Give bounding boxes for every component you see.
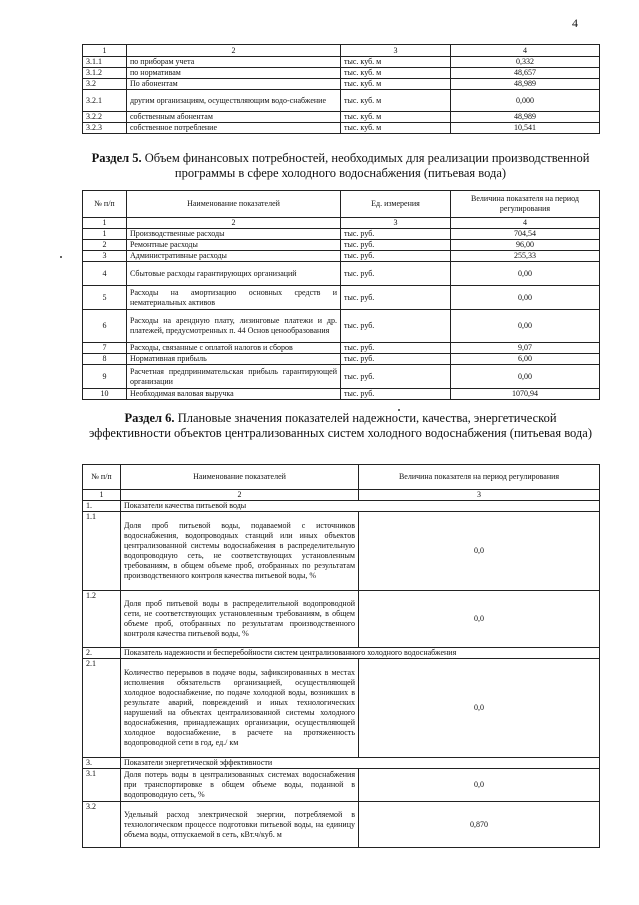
row-number: 10: [83, 389, 127, 400]
header-name: Наименование показателей: [127, 191, 341, 218]
table-row: [83, 365, 600, 389]
table-row: [83, 79, 600, 90]
group-row: [83, 758, 600, 769]
row-value: 704,54: [451, 229, 600, 240]
group-number: 2.: [83, 648, 121, 659]
column-numbers-row: [83, 218, 600, 229]
row-number: 3.1: [83, 769, 121, 802]
table-row: [83, 659, 600, 758]
col-number-cell: 3: [341, 45, 451, 57]
header-unit: Ед. измерения: [341, 191, 451, 218]
table-row: [83, 354, 600, 365]
section-6-heading: [82, 411, 599, 441]
col-number-cell: 3: [359, 490, 600, 501]
row-value: 96,00: [451, 240, 600, 251]
group-row: [83, 648, 600, 659]
col-number-cell: 2: [127, 218, 341, 229]
row-name: Расходы на арендную плату, лизинговые платежи и др. платежей, предусмотренных п. 44 Основ ценообразования: [127, 310, 341, 343]
row-name: Нормативная прибыль: [127, 354, 341, 365]
row-number: 8: [83, 354, 127, 365]
table-row: [83, 512, 600, 591]
table-row: [83, 343, 600, 354]
row-number: 3.2: [83, 79, 127, 90]
row-number: 7: [83, 343, 127, 354]
row-name: другим организациям, осуществляющим водо-снабжение: [127, 90, 341, 112]
table-row: [83, 57, 600, 68]
row-number: 3.1.1: [83, 57, 127, 68]
row-name: Доля потерь воды в централизованных системах водоснабжения при транспортировке в общем объеме воды, поданной в водопроводную сеть, %: [121, 769, 359, 802]
table-row: [83, 262, 600, 286]
row-name: Удельный расход электрической энергии, потребляемой в технологическом процессе подготовки питьевой воды, на единицу объема воды, отпускаемой в сеть, кВт.ч/куб. м: [121, 802, 359, 848]
scan-speck: [398, 409, 400, 411]
row-number: 9: [83, 365, 127, 389]
row-name: Производственные расходы: [127, 229, 341, 240]
row-number: 4: [83, 262, 127, 286]
row-unit: тыс. руб.: [341, 343, 451, 354]
row-unit: тыс. руб.: [341, 240, 451, 251]
row-name: Доля проб питьевой воды в распределительной водопроводной сети, не соответствующих установленным требованиям, в общем объеме проб, отобранных по результатам производственного контроля качества питьевой воды, %: [121, 591, 359, 648]
row-value: 48,989: [451, 112, 600, 123]
row-value: 48,657: [451, 68, 600, 79]
row-number: 3.2.2: [83, 112, 127, 123]
header-number: № п/п: [83, 465, 121, 490]
row-number: 3.2: [83, 802, 121, 848]
group-row: [83, 501, 600, 512]
row-unit: тыс. руб.: [341, 389, 451, 400]
row-value: 0,00: [451, 262, 600, 286]
row-unit: тыс. куб. м: [341, 79, 451, 90]
section-5-heading: [82, 151, 599, 181]
row-unit: тыс. куб. м: [341, 112, 451, 123]
row-value: 0,0: [359, 591, 600, 648]
table-row: [83, 229, 600, 240]
row-value: 0,0: [359, 659, 600, 758]
col-number-cell: 2: [121, 490, 359, 501]
row-value: 0,0: [359, 769, 600, 802]
page-number: 4: [572, 16, 578, 30]
table-row: [83, 769, 600, 802]
row-number: 1.2: [83, 591, 121, 648]
group-name: Показатель надежности и бесперебойности систем централизованного холодного водоснабжения: [121, 648, 600, 659]
row-name: Расходы на амортизацию основных средств и нематериальных активов: [127, 286, 341, 310]
table-row: [83, 90, 600, 112]
row-name: по нормативам: [127, 68, 341, 79]
row-unit: тыс. руб.: [341, 365, 451, 389]
row-value: 0,000: [451, 90, 600, 112]
table-header-row: [83, 45, 600, 57]
row-number: 1.1: [83, 512, 121, 591]
group-name: Показатели качества питьевой воды: [121, 501, 600, 512]
row-name: Количество перерывов в подаче воды, зафиксированных в местах исполнения обязательств организацией, осуществляющей холодное водоснабжение, по подаче холодной воды, возникших в результате аварий, повреждений и иных технологических нарушений на объектах централизованной системы холодного водоснабжения, принадлежащих организации, осуществляющей холодное водоснабжение, в расчете на протяженность водопроводной сети в год, ед./ км: [121, 659, 359, 758]
group-number: 1.: [83, 501, 121, 512]
row-value: 10,541: [451, 123, 600, 134]
table-row: [83, 68, 600, 79]
section-6-title: Плановые значения показателей надежности, качества, энергетической эффективности объектов централизованных систем холодного водоснабжения (питьевая вода): [89, 411, 592, 440]
row-value: 0,00: [451, 310, 600, 343]
table-row: [83, 123, 600, 134]
column-numbers-row: [83, 490, 600, 501]
col-number-cell: 1: [83, 45, 127, 57]
table-row: [83, 286, 600, 310]
row-number: 3: [83, 251, 127, 262]
col-number-cell: 1: [83, 218, 127, 229]
col-number-cell: 4: [451, 45, 600, 57]
row-value: 1070,94: [451, 389, 600, 400]
row-value: 0,00: [451, 365, 600, 389]
col-number-cell: 4: [451, 218, 600, 229]
row-unit: тыс. куб. м: [341, 123, 451, 134]
row-value: 9,07: [451, 343, 600, 354]
row-unit: тыс. куб. м: [341, 68, 451, 79]
table-row: [83, 310, 600, 343]
row-value: 255,33: [451, 251, 600, 262]
row-name: Сбытовые расходы гарантирующих организаций: [127, 262, 341, 286]
group-number: 3.: [83, 758, 121, 769]
financial-needs-table: [82, 190, 600, 400]
row-number: 6: [83, 310, 127, 343]
col-number-cell: 2: [127, 45, 341, 57]
row-name: По абонентам: [127, 79, 341, 90]
row-number: 3.2.3: [83, 123, 127, 134]
row-number: 5: [83, 286, 127, 310]
row-value: 0,0: [359, 512, 600, 591]
row-name: Необходимая валовая выручка: [127, 389, 341, 400]
row-name: Расчетная предпринимательская прибыль гарантирующей организации: [127, 365, 341, 389]
row-unit: тыс. руб.: [341, 262, 451, 286]
row-name: Расходы, связанные с оплатой налогов и сборов: [127, 343, 341, 354]
row-number: 2.1: [83, 659, 121, 758]
section-5-title: Объем финансовых потребностей, необходимых для реализации производственной программы в сфере холодного водоснабжения (питьевая вода): [144, 151, 590, 180]
row-unit: тыс. руб.: [341, 229, 451, 240]
table-header-row: [83, 191, 600, 218]
row-value: 0,870: [359, 802, 600, 848]
row-number: 2: [83, 240, 127, 251]
row-name: по приборам учета: [127, 57, 341, 68]
row-unit: тыс. руб.: [341, 310, 451, 343]
row-name: Доля проб питьевой воды, подаваемой с источников водоснабжения, водопроводных станций или иных объектов централизованной системы водоснабжения в распределительную водопроводную сеть, не соответствующих установленным требованиям, в общем объеме проб, отобранных по результатам производственного контроля качества питьевой воды, %: [121, 512, 359, 591]
section-6-label: Раздел 6.: [124, 411, 175, 425]
group-name: Показатели энергетической эффективности: [121, 758, 600, 769]
volume-table: [82, 44, 600, 134]
header-number: № п/п: [83, 191, 127, 218]
row-value: 0,00: [451, 286, 600, 310]
row-value: 48,989: [451, 79, 600, 90]
table-row: [83, 240, 600, 251]
row-unit: тыс. руб.: [341, 251, 451, 262]
row-name: Административные расходы: [127, 251, 341, 262]
scan-speck: [60, 256, 62, 258]
table-row: [83, 591, 600, 648]
row-name: собственное потребление: [127, 123, 341, 134]
table-row: [83, 112, 600, 123]
table-row: [83, 389, 600, 400]
row-number: 1: [83, 229, 127, 240]
header-value: Величина показателя на период регулирования: [451, 191, 600, 218]
row-number: 3.1.2: [83, 68, 127, 79]
row-unit: тыс. куб. м: [341, 57, 451, 68]
row-name: собственным абонентам: [127, 112, 341, 123]
row-unit: тыс. руб.: [341, 286, 451, 310]
row-number: 3.2.1: [83, 90, 127, 112]
col-number-cell: 1: [83, 490, 121, 501]
row-name: Ремонтные расходы: [127, 240, 341, 251]
table-row: [83, 802, 600, 848]
section-5-label: Раздел 5.: [91, 151, 142, 165]
table-header-row: [83, 465, 600, 490]
row-value: 6,00: [451, 354, 600, 365]
header-value: Величина показателя на период регулирования: [359, 465, 600, 490]
row-unit: тыс. куб. м: [341, 90, 451, 112]
indicators-table: [82, 464, 600, 848]
header-name: Наименование показателей: [121, 465, 359, 490]
col-number-cell: 3: [341, 218, 451, 229]
row-value: 0,332: [451, 57, 600, 68]
table-row: [83, 251, 600, 262]
row-unit: тыс. руб.: [341, 354, 451, 365]
